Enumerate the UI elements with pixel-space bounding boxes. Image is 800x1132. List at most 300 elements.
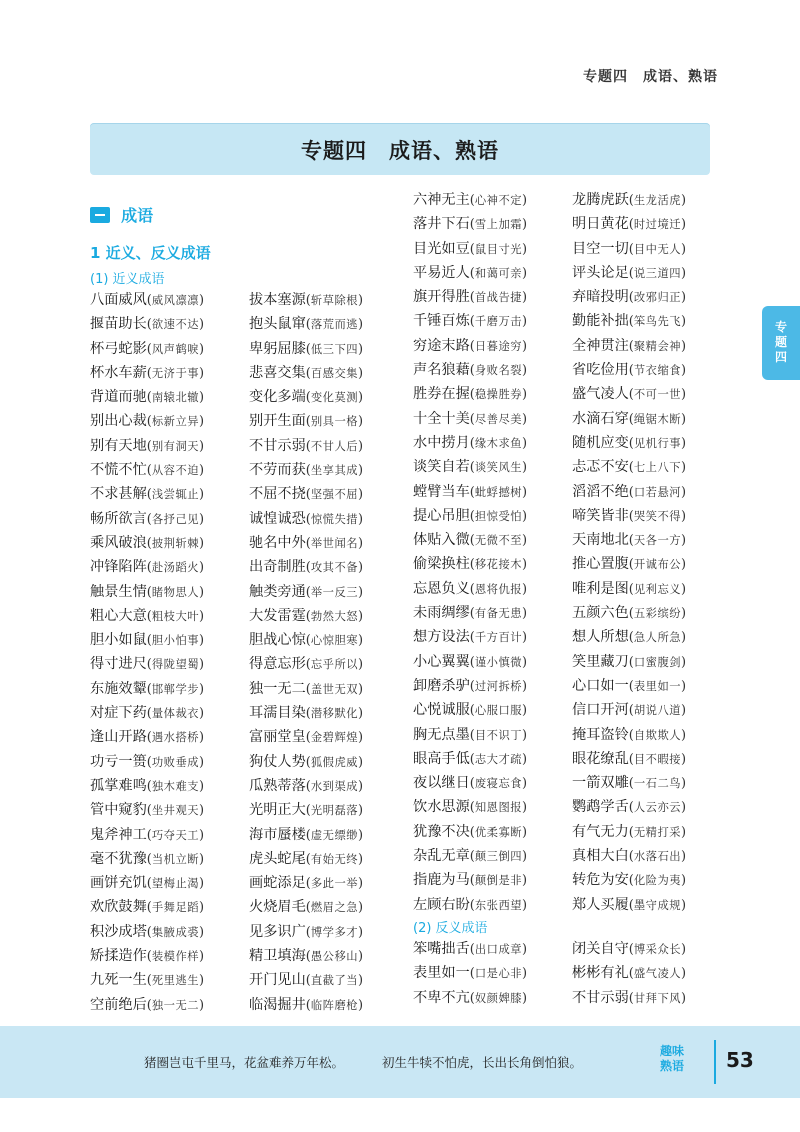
- idiom-word: 乘风破浪: [90, 534, 147, 551]
- open-paren: (: [628, 990, 634, 1006]
- close-paren: ): [199, 535, 205, 551]
- idiom-word: 抱头鼠窜: [249, 316, 306, 333]
- open-paren: (: [146, 973, 152, 989]
- idiom-gloss: 睹物思人: [151, 585, 200, 599]
- footer-label: [652, 1044, 692, 1074]
- close-paren: ): [358, 851, 364, 867]
- idiom-word: 光明正大: [249, 802, 306, 819]
- idiom-gloss: 低三下四: [310, 342, 359, 356]
- idiom-entry: [249, 337, 409, 361]
- idiom-entry: [413, 504, 573, 528]
- close-paren: ): [681, 849, 687, 865]
- idiom-entry: [572, 504, 732, 528]
- idiom-entry: [249, 968, 409, 992]
- idiom-entry: [572, 771, 732, 795]
- open-paren: (: [305, 681, 311, 697]
- open-paren: (: [469, 265, 475, 281]
- close-paren: ): [199, 511, 205, 527]
- idiom-gloss: 光明磊落: [310, 804, 359, 818]
- idiom-gloss: 身败名裂: [474, 364, 523, 378]
- close-paren: ): [681, 533, 687, 549]
- idiom-gloss: 口是心非: [474, 967, 523, 981]
- open-paren: (: [628, 484, 634, 500]
- idiom-gloss: 目中无人: [633, 242, 682, 256]
- idiom-word: 别出心裁: [90, 413, 147, 430]
- open-paren: (: [146, 633, 152, 649]
- close-paren: ): [199, 997, 205, 1013]
- open-paren: (: [469, 241, 475, 257]
- idiom-entry: [249, 823, 409, 847]
- close-paren: ): [199, 414, 205, 430]
- close-paren: ): [358, 633, 364, 649]
- idiom-entry: [572, 961, 732, 985]
- idiom-gloss: 别具一格: [310, 415, 359, 429]
- close-paren: ): [681, 703, 687, 719]
- idiom-word: 见多识广: [249, 923, 306, 940]
- idiom-gloss: 多此一举: [310, 877, 359, 891]
- idiom-gloss: 天各一方: [633, 534, 682, 548]
- close-paren: ): [681, 460, 687, 476]
- idiom-entry: [90, 823, 250, 847]
- close-paren: ): [358, 973, 364, 989]
- idiom-gloss: 博学多才: [310, 925, 359, 939]
- idiom-entry: [249, 920, 409, 944]
- idiom-word: 不甘示弱: [249, 437, 306, 454]
- idiom-word: 东施效颦: [90, 680, 147, 697]
- antonym-column-2: [572, 937, 732, 1010]
- open-paren: (: [628, 581, 634, 597]
- idiom-gloss: 缘木求鱼: [474, 436, 523, 450]
- open-paren: (: [305, 973, 311, 989]
- idiom-entry: [413, 961, 573, 985]
- idiom-entry: [90, 774, 250, 798]
- close-paren: ): [522, 990, 528, 1006]
- close-paren: ): [681, 678, 687, 694]
- running-head: 专题四 成语、熟语: [583, 69, 718, 85]
- idiom-entry: [413, 795, 573, 819]
- idiom-column-3: [413, 188, 573, 917]
- open-paren: (: [469, 849, 475, 865]
- close-paren: ): [199, 827, 205, 843]
- idiom-entry: [249, 701, 409, 725]
- idiom-entry: [90, 895, 250, 919]
- idiom-word: 谈笑自若: [413, 459, 470, 476]
- idiom-gloss: 蚍蜉撼树: [474, 485, 523, 499]
- open-paren: (: [469, 751, 475, 767]
- idiom-entry: [90, 628, 250, 652]
- idiom-gloss: 邯郸学步: [151, 682, 200, 696]
- idiom-gloss: 聚精会神: [633, 339, 682, 353]
- idiom-word: 空前绝后: [90, 996, 147, 1013]
- close-paren: ): [522, 873, 528, 889]
- idiom-entry: [249, 409, 409, 433]
- idiom-entry: [249, 628, 409, 652]
- idiom-entry: [249, 580, 409, 604]
- open-paren: (: [628, 290, 634, 306]
- open-paren: (: [146, 900, 152, 916]
- idiom-entry: [249, 434, 409, 458]
- open-paren: (: [305, 949, 311, 965]
- close-paren: ): [358, 414, 364, 430]
- idiom-entry: [572, 455, 732, 479]
- idiom-entry: [572, 358, 732, 382]
- idiom-entry: [90, 531, 250, 555]
- open-paren: (: [146, 997, 152, 1013]
- idiom-word: 出奇制胜: [249, 559, 306, 576]
- close-paren: ): [522, 460, 528, 476]
- idiom-entry: [572, 820, 732, 844]
- open-paren: (: [628, 217, 634, 233]
- close-paren: ): [358, 487, 364, 503]
- idiom-gloss: 尽善尽美: [474, 412, 523, 426]
- idiom-word: 矫揉造作: [90, 948, 147, 965]
- title-band: [90, 123, 710, 175]
- idiom-word: 左顾右盼: [413, 896, 470, 913]
- open-paren: (: [305, 900, 311, 916]
- close-paren: ): [522, 387, 528, 403]
- open-paren: (: [469, 435, 475, 451]
- idiom-entry: [572, 795, 732, 819]
- idiom-entry: [572, 625, 732, 649]
- idiom-word: 杯弓蛇影: [90, 340, 147, 357]
- close-paren: ): [199, 706, 205, 722]
- idiom-entry: [413, 334, 573, 358]
- idiom-gloss: 表里如一: [633, 679, 682, 693]
- idiom-word: 开门见山: [249, 972, 306, 989]
- idiom-entry: [90, 847, 250, 871]
- close-paren: ): [199, 876, 205, 892]
- idiom-gloss: 时过境迁: [633, 218, 682, 232]
- open-paren: (: [146, 560, 152, 576]
- idiom-entry: [572, 212, 732, 236]
- open-paren: (: [469, 776, 475, 792]
- close-paren: ): [199, 584, 205, 600]
- idiom-gloss: 移花接木: [474, 558, 523, 572]
- idiom-gloss: 口若悬河: [633, 485, 682, 499]
- close-paren: ): [522, 435, 528, 451]
- idiom-entry: [572, 893, 732, 917]
- idiom-entry: [90, 993, 250, 1017]
- open-paren: (: [628, 654, 634, 670]
- subheading: 1 近义、反义成语: [90, 244, 211, 262]
- idiom-entry: [249, 725, 409, 749]
- idiom-gloss: 心惊胆寒: [310, 634, 359, 648]
- close-paren: ): [199, 778, 205, 794]
- idiom-entry: [90, 361, 250, 385]
- idiom-gloss: 急人所急: [633, 631, 682, 645]
- open-paren: (: [305, 390, 311, 406]
- idiom-column-4: [572, 188, 732, 917]
- idiom-entry: [572, 601, 732, 625]
- idiom-word: 胜券在握: [413, 386, 470, 403]
- close-paren: ): [522, 966, 528, 982]
- idiom-word: 体贴入微: [413, 532, 470, 549]
- idiom-entry: [249, 555, 409, 579]
- idiom-entry: [249, 458, 409, 482]
- idiom-entry: [90, 434, 250, 458]
- idiom-entry: [572, 986, 732, 1010]
- idiom-entry: [572, 650, 732, 674]
- idiom-word: 耳濡目染: [249, 705, 306, 722]
- open-paren: (: [305, 293, 311, 308]
- section-marker-icon: [90, 207, 110, 223]
- idiom-word: 大发雷霆: [249, 607, 306, 624]
- open-paren: (: [146, 608, 152, 624]
- close-paren: ): [681, 363, 687, 379]
- idiom-gloss: 斩草除根: [310, 294, 359, 307]
- open-paren: (: [305, 851, 311, 867]
- idiom-gloss: 直截了当: [310, 974, 359, 988]
- close-paren: ): [522, 800, 528, 816]
- close-paren: ): [681, 606, 687, 622]
- open-paren: (: [146, 949, 152, 965]
- idiom-gloss: 奴颜婢膝: [474, 991, 523, 1005]
- open-paren: (: [305, 657, 311, 673]
- open-paren: (: [305, 560, 311, 576]
- idiom-gloss: 量体裁衣: [151, 707, 200, 721]
- idiom-entry: [413, 937, 573, 961]
- close-paren: ): [358, 608, 364, 624]
- open-paren: (: [146, 463, 152, 479]
- close-paren: ): [199, 487, 205, 503]
- idiom-word: 指鹿为马: [413, 872, 470, 889]
- open-paren: (: [146, 365, 152, 381]
- idiom-gloss: 惊慌失措: [310, 512, 359, 526]
- idiom-entry: [413, 212, 573, 236]
- open-paren: (: [628, 508, 634, 524]
- idiom-entry: [413, 820, 573, 844]
- close-paren: ): [358, 706, 364, 722]
- idiom-word: 不卑不亢: [413, 989, 470, 1006]
- idiom-gloss: 甘拜下风: [633, 991, 682, 1005]
- idiom-entry: [572, 382, 732, 406]
- idiom-word: 积沙成塔: [90, 923, 147, 940]
- open-paren: (: [469, 387, 475, 403]
- close-paren: ): [358, 778, 364, 794]
- idiom-word: 九死一生: [90, 972, 147, 989]
- idiom-word: 小心翼翼: [413, 653, 470, 670]
- idiom-gloss: 笨鸟先飞: [633, 315, 682, 329]
- open-paren: (: [305, 997, 311, 1013]
- idiom-word: 十全十美: [413, 410, 470, 427]
- idiom-word: 转危为安: [572, 872, 629, 889]
- idiom-word: 孤掌难鸣: [90, 777, 147, 794]
- open-paren: (: [305, 535, 311, 551]
- open-paren: (: [628, 606, 634, 622]
- open-paren: (: [146, 657, 152, 673]
- open-paren: (: [628, 193, 634, 208]
- close-paren: ): [358, 997, 364, 1013]
- open-paren: (: [469, 703, 475, 719]
- idiom-gloss: 功败垂成: [151, 755, 200, 769]
- side-tab-char: 四: [774, 350, 787, 364]
- close-paren: ): [681, 508, 687, 524]
- idiom-word: 管中窥豹: [90, 802, 147, 819]
- idiom-word: 穷途末路: [413, 337, 470, 354]
- idiom-gloss: 改邪归正: [633, 291, 682, 305]
- open-paren: (: [305, 730, 311, 746]
- open-paren: (: [305, 706, 311, 722]
- open-paren: (: [146, 390, 152, 406]
- open-paren: (: [469, 217, 475, 233]
- idiom-word: 瓜熟蒂落: [249, 777, 306, 794]
- open-paren: (: [469, 338, 475, 354]
- open-paren: (: [469, 363, 475, 379]
- idiom-word: 别有天地: [90, 437, 147, 454]
- close-paren: ): [358, 949, 364, 965]
- open-paren: (: [628, 338, 634, 354]
- idiom-entry: [413, 285, 573, 309]
- idiom-word: 诚惶诚恐: [249, 510, 306, 527]
- idiom-word: 天南地北: [572, 532, 629, 549]
- idiom-gloss: 水到渠成: [310, 779, 359, 793]
- idiom-word: 未雨绸缪: [413, 605, 470, 622]
- open-paren: (: [469, 824, 475, 840]
- close-paren: ): [199, 754, 205, 770]
- close-paren: ): [681, 800, 687, 816]
- open-paren: (: [305, 487, 311, 503]
- idiom-word: 五颜六色: [572, 605, 629, 622]
- close-paren: ): [358, 754, 364, 770]
- subheading-synonyms: (1) 近义成语: [90, 272, 165, 287]
- close-paren: ): [199, 608, 205, 624]
- open-paren: (: [469, 460, 475, 476]
- idiom-gloss: 百感交集: [310, 366, 359, 380]
- idiom-gloss: 当机立断: [151, 852, 200, 866]
- idiom-entry: [90, 968, 250, 992]
- idiom-word: 提心吊胆: [413, 507, 470, 524]
- idiom-gloss: 谨小慎微: [474, 655, 523, 669]
- idiom-gloss: 潜移默化: [310, 707, 359, 721]
- close-paren: ): [199, 365, 205, 381]
- idiom-entry: [249, 677, 409, 701]
- close-paren: ): [681, 387, 687, 403]
- idiom-word: 卸磨杀驴: [413, 677, 470, 694]
- close-paren: ): [681, 654, 687, 670]
- open-paren: (: [628, 435, 634, 451]
- idiom-entry: [413, 698, 573, 722]
- close-paren: ): [199, 851, 205, 867]
- idiom-entry: [249, 507, 409, 531]
- footer-label-line: 趣味: [659, 1044, 684, 1058]
- idiom-entry: [572, 747, 732, 771]
- idiom-gloss: 东张西望: [474, 898, 523, 912]
- idiom-gloss: 粗枝大叶: [151, 609, 200, 623]
- idiom-word: 富丽堂皇: [249, 729, 306, 746]
- idiom-word: 盛气凌人: [572, 386, 629, 403]
- idiom-word: 得寸进尺: [90, 656, 147, 673]
- idiom-word: 螳臂当车: [413, 483, 470, 500]
- open-paren: (: [305, 754, 311, 770]
- close-paren: ): [681, 314, 687, 330]
- close-paren: ): [199, 317, 205, 333]
- idiom-entry: [413, 407, 573, 431]
- idiom-entry: [572, 844, 732, 868]
- idiom-word: 背道而驰: [90, 389, 147, 406]
- idiom-gloss: 谈笑风生: [474, 461, 523, 475]
- open-paren: (: [469, 606, 475, 622]
- idiom-word: 心口如一: [572, 677, 629, 694]
- side-tab: [762, 306, 800, 380]
- close-paren: ): [358, 341, 364, 357]
- idiom-entry: [413, 771, 573, 795]
- idiom-word: 得意忘形: [249, 656, 306, 673]
- idiom-word: 平易近人: [413, 264, 470, 281]
- idiom-word: 粗心大意: [90, 607, 147, 624]
- close-paren: ): [681, 193, 687, 208]
- open-paren: (: [469, 654, 475, 670]
- close-paren: ): [681, 265, 687, 281]
- idiom-gloss: 金碧辉煌: [310, 731, 359, 745]
- idiom-entry: [413, 723, 573, 747]
- idiom-gloss: 装模作样: [151, 950, 200, 964]
- idiom-gloss: 坚强不屈: [310, 488, 359, 502]
- idiom-word: 笨嘴拙舌: [413, 941, 470, 957]
- idiom-word: 目光如豆: [413, 240, 470, 257]
- idiom-word: 鹦鹉学舌: [572, 799, 629, 816]
- idiom-word: 触景生情: [90, 583, 147, 600]
- idiom-gloss: 胆小怕事: [151, 634, 200, 648]
- idiom-entry: [90, 750, 250, 774]
- idiom-word: 胆战心惊: [249, 632, 306, 649]
- idiom-gloss: 各抒己见: [151, 512, 200, 526]
- idiom-word: 别开生面: [249, 413, 306, 430]
- close-paren: ): [199, 803, 205, 819]
- idiom-word: 唯利是图: [572, 580, 629, 597]
- close-paren: ): [681, 966, 687, 982]
- close-paren: ): [358, 560, 364, 576]
- idiom-gloss: 死里逃生: [151, 974, 200, 988]
- antonym-column-1: [413, 937, 573, 1010]
- close-paren: ): [358, 657, 364, 673]
- close-paren: ): [358, 681, 364, 697]
- idiom-entry: [90, 580, 250, 604]
- close-paren: ): [681, 824, 687, 840]
- close-paren: ): [199, 657, 205, 673]
- idiom-word: 临渴掘井: [249, 996, 306, 1013]
- idiom-word: 水滴石穿: [572, 410, 629, 427]
- open-paren: (: [628, 966, 634, 982]
- idiom-word: 忐忑不安: [572, 459, 629, 476]
- idiom-gloss: 见利忘义: [633, 582, 682, 596]
- close-paren: ): [522, 484, 528, 500]
- footer-divider: [714, 1040, 716, 1084]
- idiom-entry: [413, 188, 573, 212]
- idiom-entry: [249, 312, 409, 336]
- idiom-entry: [413, 674, 573, 698]
- open-paren: (: [469, 873, 475, 889]
- open-paren: (: [305, 876, 311, 892]
- open-paren: (: [146, 487, 152, 503]
- close-paren: ): [358, 876, 364, 892]
- open-paren: (: [628, 873, 634, 889]
- idiom-entry: [90, 555, 250, 579]
- close-paren: ): [522, 533, 528, 549]
- open-paren: (: [305, 414, 311, 430]
- idiom-gloss: 遇水搭桥: [151, 731, 200, 745]
- close-paren: ): [522, 630, 528, 646]
- idiom-entry: [572, 698, 732, 722]
- close-paren: ): [681, 873, 687, 889]
- idiom-entry: [572, 237, 732, 261]
- idiom-gloss: 举一反三: [310, 585, 359, 599]
- open-paren: (: [628, 727, 634, 743]
- idiom-word: 推心置腹: [572, 556, 629, 573]
- idiom-gloss: 不可一世: [633, 388, 682, 402]
- idiom-word: 虎头蛇尾: [249, 850, 306, 867]
- idiom-word: 掩耳盗铃: [572, 726, 629, 743]
- idiom-word: 畅所欲言: [90, 510, 147, 527]
